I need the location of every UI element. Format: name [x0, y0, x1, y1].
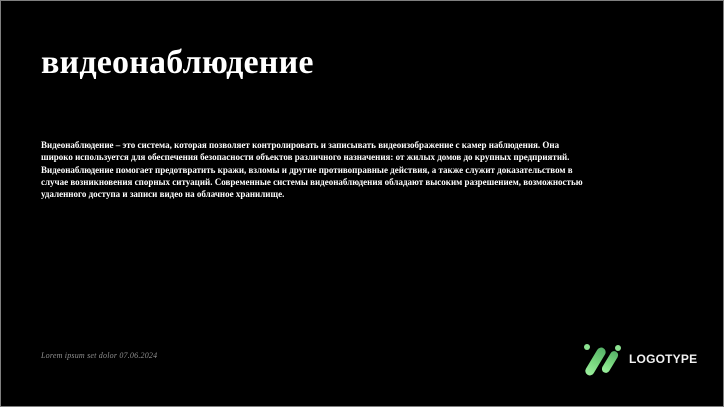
logotype-label: LOGOTYPE	[629, 351, 698, 366]
logo-dot-right-icon	[615, 345, 621, 351]
date-caption: Lorem ipsum set dolor 07.06.2024	[41, 351, 158, 360]
logo-dot-left-icon	[584, 344, 590, 350]
body-paragraph: Видеонаблюдение – это система, которая позволяет контролировать и записывать видеоизображение с камер наблюдения. Она широко используется для обеспечения безопасности объектов различного назначения: от жилых домов до крупных предприятий. Видеонаблюдение помогает предотвратить кражи, взломы и другие противоправные действия, а также служит доказательством в случае возникновения спорных ситуаций. Современные системы видеонаблюдения обладают высоким разрешением, возможностью удаленного доступа и записи видео на облачное хранилище.	[41, 140, 583, 200]
slide-title: видеонаблюдение	[41, 44, 314, 81]
logotype	[581, 340, 697, 377]
logo-mark-icon	[581, 340, 622, 377]
